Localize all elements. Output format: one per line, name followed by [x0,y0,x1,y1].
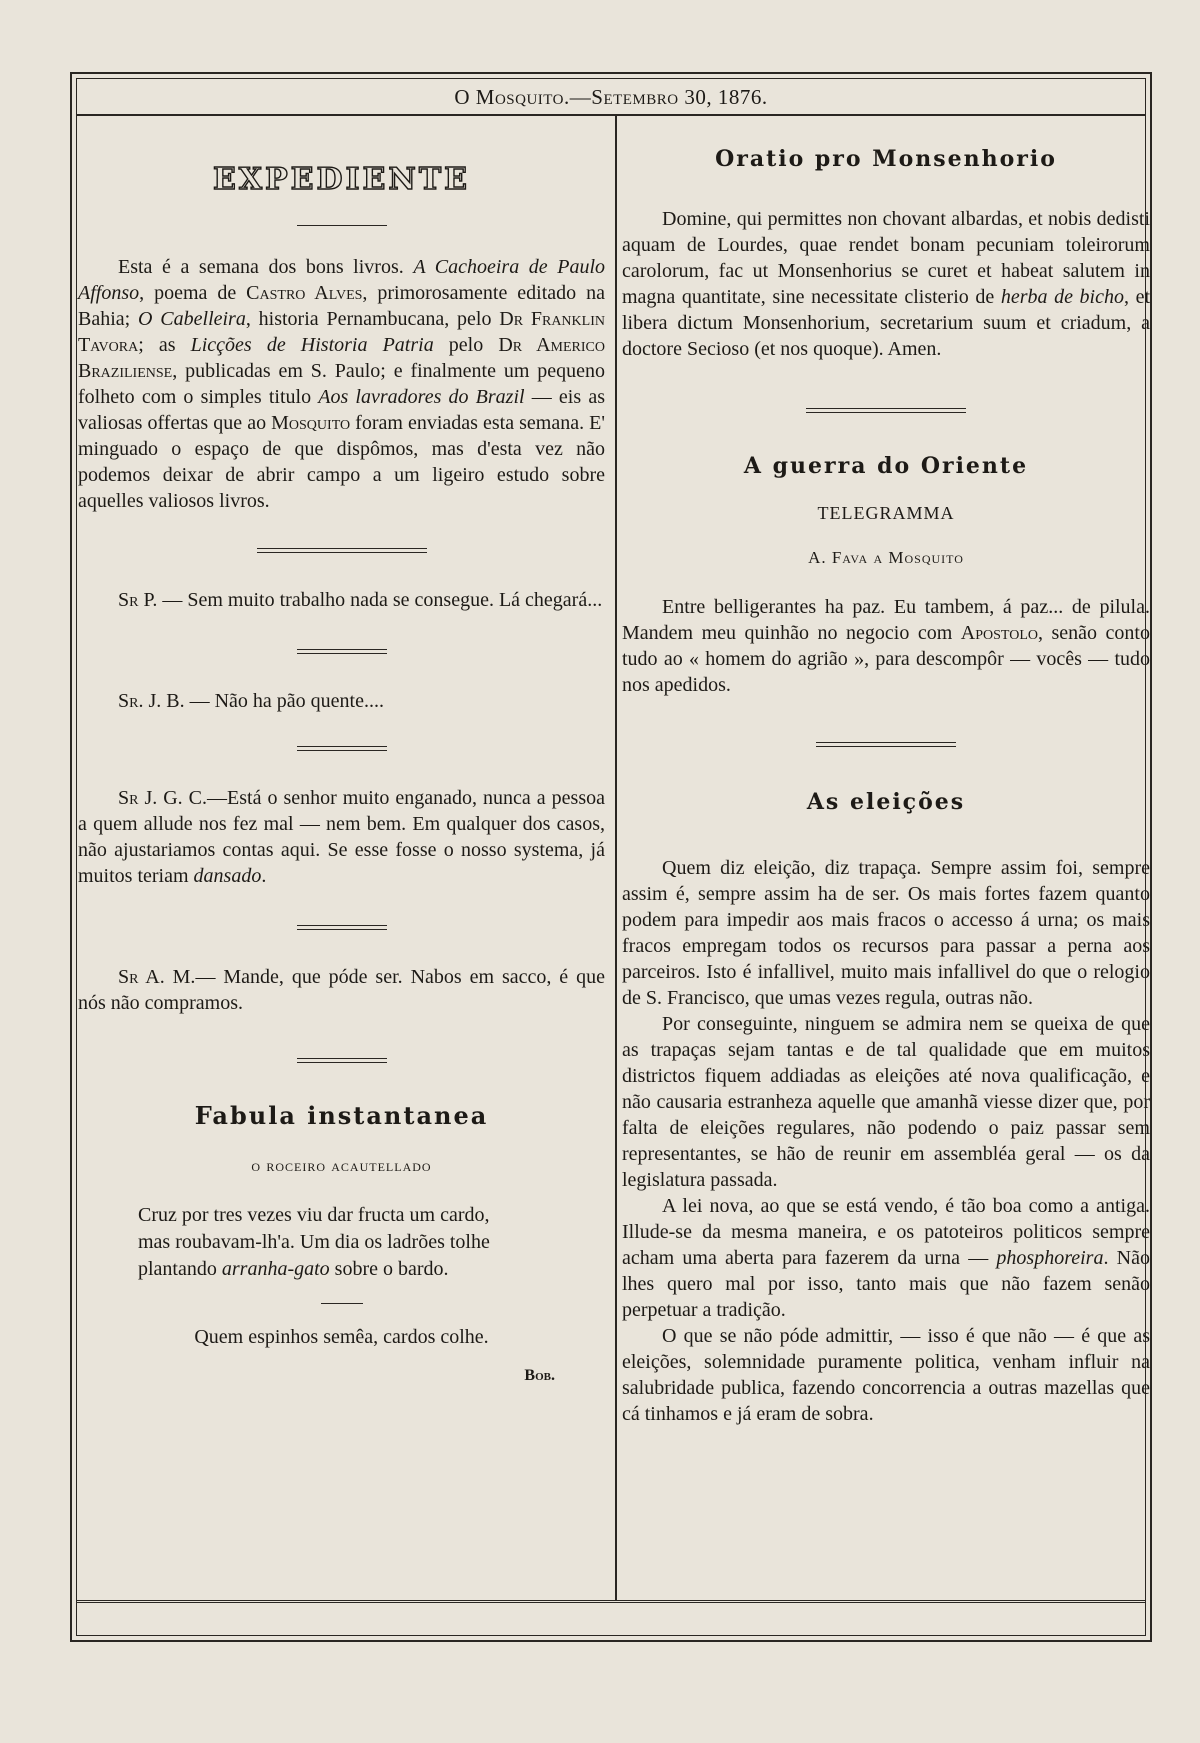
expediente-text [78,254,605,514]
column-divider [615,116,617,1601]
text-run: foram enviadas esta semana. E' minguado o espaço de que dispômos, mas d'esta vez não podemos deixar de abrir campo a um ligeiro estudo sobre aquelles valiosos livros. [78,412,605,512]
text-run: , senão conto tudo ao « homem do agrião », para descompôr — vocês — tudo nos apedidos. [622,622,1150,696]
masthead-dash: — [569,85,592,109]
text-run: Cruz por tres vezes viu dar fructa um cardo, [138,1204,490,1226]
italic-text: O Cabelleira [138,308,246,330]
italic-text: herba de bicho [1000,286,1124,308]
italic-text: dansado [193,865,262,887]
note-sr-jgc [78,785,605,889]
text-run: mas roubavam-lh'a. Um dia os ladrões tolhe [138,1231,490,1253]
masthead-title: O Mosquito. [454,85,570,109]
text-run: pelo [433,334,499,356]
fabula-verses [78,1202,605,1283]
text-run: , et libera dictum Monsenhorium, secretarium suum et criadum, a doctore Secioso (et nos quoque). Amen. [622,286,1151,360]
text-run: — Mande, que póde ser. Nabos em sacco, é que nós não compramos. [78,966,605,1014]
oratio-text [622,206,1150,362]
masthead [76,78,1146,116]
text-run: Domine, qui permittes non chovant albardas, et nobis dedisti aquam de Lourdes, quae rendet bonam pecuniam toleirorum carolorum, fac ut Monsenhorius se curet et habeat salutem in magna quantitate, sine necessitate clisterio de [622,208,1150,308]
italic-text: A Cachoeira de Paulo Affonso [78,256,605,304]
telegram-from-to: A. Fava a Mosquito [808,548,964,567]
verse-line [138,1256,605,1283]
text-run: sobre o bardo. [329,1258,449,1280]
fabula-title: Fabula instantanea [194,1101,489,1130]
note-sr-p [78,587,605,613]
text-run: . [261,865,267,887]
small-caps-text: Dr Americo Braziliense [78,334,605,382]
masthead-month: Setembro [591,85,679,109]
text-run: , poema de [139,282,247,304]
text-run: —Está o senhor muito enganado, nunca a pessoa a quem allude nos fez mal — nem bem. Em qualquer dos casos, não ajustariamos contas aqui. Se esse fosse o nosso systema, já muitos teriam [78,787,605,887]
guerra-text [622,594,1150,698]
telegram-label: TELEGRAMMA [817,503,955,523]
small-caps-text: Mosquito [271,412,351,434]
small-caps-text: Castro Alves [246,282,363,304]
eleicoes-paragraph [622,855,1150,1011]
small-caps-text: Sr J. G. C. [118,787,208,809]
text-run: , primorosamente editado na Bahia; [78,282,605,330]
text-run: — Sem muito trabalho nada se consegue. Lá chegará... [157,589,603,611]
masthead-date: 30, 1876. [684,85,768,109]
verse-line [138,1202,605,1229]
text-run: plantando [138,1258,222,1280]
eleicoes-paragraph [622,1193,1150,1323]
fabula-moral: Quem espinhos semêa, cardos colhe. [194,1326,489,1348]
small-caps-text: Dr Franklin Tavora [78,308,605,356]
text-run: Por conseguinte, ninguem se admira nem se queixa de que as trapaças sejam tantas e de tal qualidade que em muitos districtos fiquem addiadas as eleições até nova qualificação, e não causaria estranheza aquelle que amanhã viesse dizer que, por falta de eleições regulares, não podendo o paiz passar sem representantes, se hão de reunir em assembléa geral — os da legislatura passada. [622,1013,1150,1191]
note-sr-jb [78,688,605,714]
fabula-signature: Bob. [524,1367,555,1384]
text-run: — Não ha pão quente.... [184,690,384,712]
bottom-rule [76,1600,1146,1603]
text-run: — eis as valiosas offertas que ao [78,386,605,434]
italic-text: Aos lavradores do Brazil [318,386,525,408]
text-run: . Não lhes quero mal por isso, tanto mais que não fazem senão perpetuar a tradição. [622,1247,1150,1321]
small-caps-text: Apostolo [960,622,1038,644]
fabula-subtitle: o roceiro acautellado [251,1156,432,1175]
italic-text: phosphoreira [996,1247,1104,1269]
text-run: Esta é a semana dos bons livros. [118,256,414,278]
italic-text: arranha-gato [221,1258,330,1280]
text-run: O que se não póde admittir, — isso é que não — é que as eleições, solemnidade puramente politica, venham influir na salubridade publica, fazendo concorrencia a outras mazellas que cá tinhamos e já eram de sobra. [622,1325,1150,1425]
right-column [622,116,1150,1427]
eleicoes-paragraph [622,1011,1150,1193]
text-run: Quem diz eleição, diz trapaça. Sempre assim foi, sempre assim é, sempre assim ha de ser. Os mais fortes fazem quanto podem para impedir aos mais fracos o accesso á urna; os mais fracos empregam todos os recursos para passar a perna aos parceiros. Isto é infallivel, muito mais infallivel do que o relogio de S. Francisco, que umas vezes regula, outras não. [622,857,1150,1009]
expediente-title: EXPEDIENTE [212,162,471,197]
italic-text: Licções de Historia Patria [190,334,434,356]
small-caps-text: Sr. J. B. [118,690,185,712]
oratio-title: Oratio pro Monsenhorio [715,146,1057,172]
text-run: Entre belligerantes ha paz. Eu tambem, á paz... de pilula. Mandem meu quinhão no negocio com [622,596,1150,644]
text-run: A lei nova, ao que se está vendo, é tão boa como a antiga. Illude-se da mesma maneira, e os patoteiros politicos sempre acham uma aberta para fazerem da urna — [622,1195,1150,1269]
note-sr-am [78,964,605,1016]
small-caps-text: Sr P. [118,589,158,611]
text-run: , publicadas em S. Paulo; e finalmente um pequeno folheto com o simples titulo [78,360,605,408]
eleicoes-title: As eleições [806,789,966,815]
guerra-title: A guerra do Oriente [743,453,1029,479]
eleicoes-paragraph [622,1323,1150,1427]
text-run: ; as [138,334,191,356]
small-caps-text: Sr A. M. [118,966,196,988]
verse-line [138,1229,605,1256]
left-column [78,116,605,1385]
text-run: , historia Pernambucana, pelo [245,308,500,330]
